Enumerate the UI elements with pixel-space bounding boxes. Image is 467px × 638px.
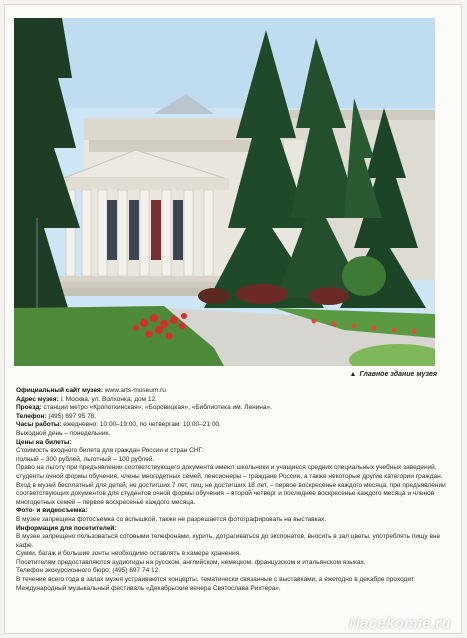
site-value: www.arts-museum.ru	[103, 387, 166, 394]
prices-line-1: Стоимость входного билета для граждан России и стран СНГ:	[16, 447, 204, 455]
photo-video-text: В музее запрещена фотосъемка со вспышкой, также не разрешается фотографировать на выставках.	[16, 515, 327, 523]
hours-label: Часы работы:	[16, 421, 62, 429]
site-label: Официальный сайт музея:	[16, 387, 104, 394]
visitors-rule-3: Посетителям предоставляются аудиогиды на русском, английском, немецком, французском и итальянском языках.	[16, 558, 366, 566]
phone-value: (495) 697 95 78.	[46, 412, 97, 420]
benefit-paragraph: Право на льготу при предъявлении соответствующего документа имеют школьники и учащиеся средних специальных учебных заведений, студенты очной формы обучения, члены многодетных семей, пенсионеры – граждане России, а также некоторые другие категории граждан.	[16, 464, 443, 480]
visitors-heading: Информация для посетителей:	[16, 524, 117, 532]
phone-label: Телефон:	[16, 412, 47, 420]
address-label: Адрес музея:	[16, 395, 59, 403]
prices-heading: Цены на билеты:	[16, 438, 72, 446]
hours-line	[16, 421, 448, 430]
hours-value: ежедневно: 10:00–19:00, по четвергам: 10:00–21:00.	[61, 421, 221, 429]
museum-info	[16, 387, 448, 593]
free-entry-paragraph: Вход в музей бесплатный для детей, не достигших 7 лет, лиц, не достигших 18 лет, – первое воскресенье каждого месяца, при предъявлении соответствующих документов для студентов очной формы обучения – второй четверг и последнее воскресенье каждого месяца и членов многодетных семей – первое воскресенье каждого месяца.	[16, 481, 446, 506]
route-value: станции метро «Кропоткинская», «Боровицкая», «Библиотека им. Ленина».	[41, 404, 272, 412]
address-value: г. Москва, ул. Волхонка, дом 12.	[58, 395, 157, 403]
caption-text: Главное здание музея	[359, 371, 437, 378]
visitors-rule-2: Сумки, багаж и большие зонты необходимо оставлять в камере хранения.	[16, 550, 241, 558]
photo-video-heading: Фото- и видеосъемка:	[16, 507, 88, 515]
dayoff-line: Выходной день – понедельник.	[16, 429, 111, 437]
route-line	[16, 404, 448, 413]
route-label: Проезд:	[16, 404, 42, 412]
photo-caption	[350, 371, 437, 378]
triangle-icon: ▲	[349, 371, 357, 378]
visitors-rule-4: Телефон экскурсионного бюро: (495) 697 74 12.	[16, 567, 161, 575]
prices-line-2: полный – 300 рублей, льготный – 100 рублей.	[16, 455, 155, 463]
site-line	[16, 387, 448, 396]
visitors-rule-5: В течение всего года в залах музея устраиваются концерты, тематически связанные с выставками, а ежегодно в декабре проходит Международный музыкальный фестиваль «Декабрьские вечера Святослава Рихтера».	[16, 576, 414, 592]
watermark: Nacekomie.ru	[349, 615, 451, 632]
visitors-rule-1: В музее запрещено пользоваться сотовыми телефонами, курить, дотрагиваться до экспонатов, вносить в зал цветы, употреблять пищу вне кафе.	[16, 533, 441, 549]
address-line	[16, 396, 448, 405]
museum-photo	[14, 18, 435, 366]
